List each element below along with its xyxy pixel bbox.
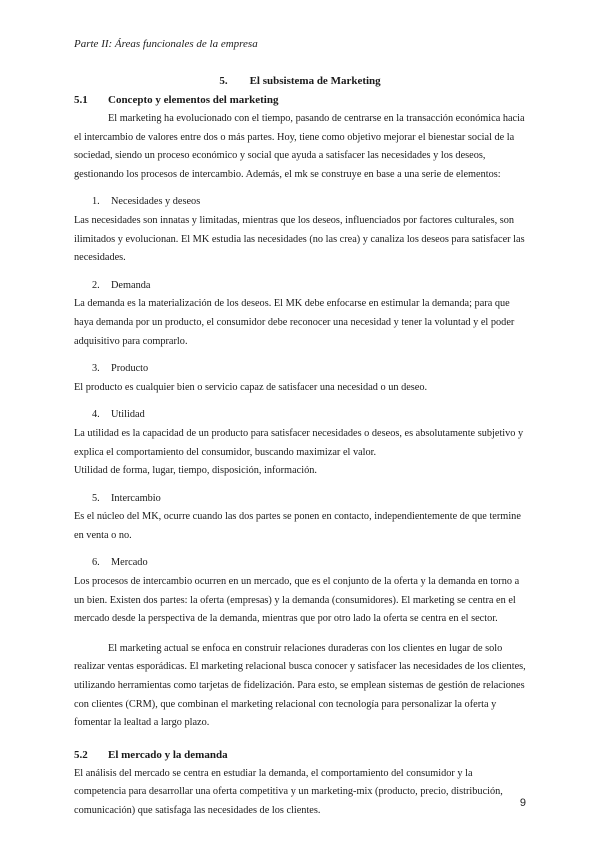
list-item-title (74, 406, 526, 425)
section-number: 5.1 (74, 94, 88, 106)
list-item-text: La utilidad es la capacidad de un producto para satisfacer necesidades o deseos, es absolutamente subjetivo y explica el comportamiento del consumidor, buscando maximizar el valor. (74, 427, 524, 458)
list-item-title (74, 277, 526, 296)
section-heading (74, 746, 526, 765)
section-intro: El marketing ha evolucionado con el tiempo, pasando de centrarse en la transacción económica hacia el intercambio de valores entre dos o más partes. Hoy, tiene como objetivo mejorar el bienestar social de la sociedad, siendo un proceso económico y social que ayuda a satisfacer las necesidades y los deseos, gestionando los procesos de intercambio. Además, el mk se construye en base a una serie de elementos: (74, 113, 525, 180)
chapter-title-text: El subsistema de Marketing (249, 75, 381, 87)
list-item-text: Las necesidades son innatas y limitadas, mientras que los deseos, influenciados por factores culturales, son ilimitados y evolucionan. El MK estudia las necesidades (no las crea) y canaliza los deseos para satisfacer las necesidades. (74, 214, 525, 264)
list-item-number: 2. (92, 279, 100, 291)
page-content (74, 72, 526, 821)
chapter-number: 5. (219, 75, 228, 87)
list-item-title (74, 360, 526, 379)
section-title: El mercado y la demanda (108, 748, 228, 761)
list-item-number: 5. (92, 492, 100, 504)
section-title: Concepto y elementos del marketing (108, 94, 279, 106)
section-heading (74, 91, 526, 110)
list-item-text: Los procesos de intercambio ocurren en un mercado, que es el conjunto de la oferta y la demanda en torno a un bien. Existen dos partes: la oferta (empresas) y la demanda (consumidores). El marketing se centra en el mercado desde la perspectiva de la demanda, mientras que por otro lado la oferta se centra en el sector. (74, 576, 520, 625)
list-item-number: 4. (92, 409, 100, 421)
list-item-title (74, 193, 526, 212)
list-item-title (74, 554, 526, 573)
list-item-label: Producto (111, 363, 149, 375)
list-item-label: Intercambio (111, 492, 161, 504)
list-item-title (74, 490, 526, 509)
list-item-text: Es el núcleo del MK, ocurre cuando las dos partes se ponen en contacto, independientemente de que termine en venta o no. (74, 511, 521, 541)
list-item-extra: Utilidad de forma, lugar, tiempo, disposición, información. (74, 465, 317, 477)
list-item-number: 6. (92, 557, 100, 569)
list-item-text: El producto es cualquier bien o servicio capaz de satisfacer una necesidad o un deseo. (74, 381, 428, 393)
chapter-title (74, 72, 526, 91)
list-item-text: La demanda es la materialización de los deseos. El MK debe enfocarse en estimular la demanda; para que haya demanda por un producto, el consumidor debe reconocer una necesidad y tener la voluntad y el poder adquisitivo para comprarlo. (74, 298, 515, 347)
list-item-label: Necesidades y deseos (111, 196, 201, 208)
running-header: Parte II: Áreas funcionales de la empresa (74, 38, 258, 50)
list-item-label: Mercado (111, 557, 148, 569)
list-item-label: Demanda (111, 279, 151, 291)
list-item-number: 1. (92, 196, 100, 208)
page-number: 9 (519, 797, 526, 809)
closing-paragraph: El marketing actual se enfoca en construir relaciones duraderas con los clientes en lugar de solo realizar ventas esporádicas. El marketing relacional busca conocer y satisfacer las necesidades de los clientes, utilizando herramientas como tarjetas de fidelización. Para esto, se emplean sistemas de gestión de relaciones con clientes (CRM), que combinan el marketing relacional con tecnología para personalizar la oferta y fomentar la lealtad a largo plazo. (74, 642, 526, 729)
list-item-number: 3. (92, 363, 100, 375)
list-item-label: Utilidad (111, 409, 145, 421)
section-text: El análisis del mercado se centra en estudiar la demanda, el comportamiento del consumidor y la competencia para desarrollar una oferta competitiva y un marketing-mix (producto, precio, distribución, comunicación) que satisfaga las necesidades de los clientes. (74, 767, 503, 816)
section-number: 5.2 (74, 748, 88, 761)
